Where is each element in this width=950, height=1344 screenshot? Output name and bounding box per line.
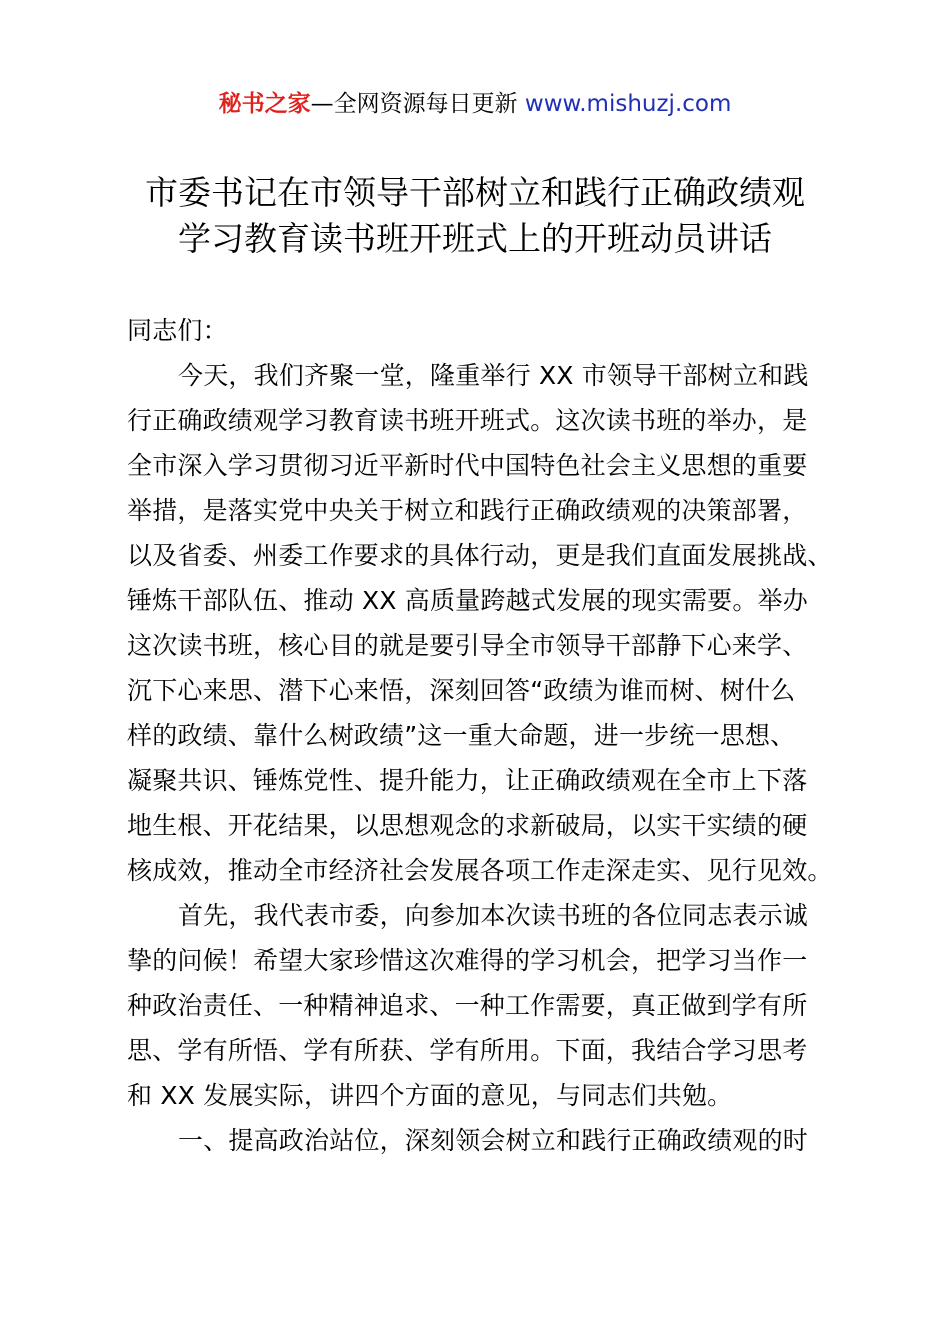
section-heading: 一、提高政治站位，深刻领会树立和践行正确政绩观的时: [178, 1126, 809, 1155]
body-line: 这次读书班，核心目的就是要引导全市领导干部静下心来学、: [127, 631, 808, 660]
body-line: 挚的问候！希望大家珍惜这次难得的学习机会，把学习当作一: [127, 946, 808, 975]
body-line: 凝聚共识、锤炼党性、提升能力，让正确政绩观在全市上下落: [127, 766, 808, 795]
body-line: 今天，我们齐聚一堂，隆重举行 XX 市领导干部树立和践: [178, 361, 809, 390]
speech-body: [127, 308, 833, 1163]
body-line: 行正确政绩观学习教育读书班开班式。这次读书班的举办，是: [127, 406, 808, 435]
body-line: 种政治责任、一种精神追求、一种工作需要，真正做到学有所: [127, 991, 808, 1020]
site-url-link[interactable]: www.mishuzj.com: [524, 91, 732, 117]
brand-name: 秘书之家: [218, 91, 311, 117]
body-line: 样的政绩、靠什么树政绩”这一重大命题，进一步统一思想、: [127, 721, 796, 750]
body-line: 核成效，推动全市经济社会发展各项工作走深走实、见行见效。: [127, 856, 833, 885]
body-line: 和 XX 发展实际，讲四个方面的意见，与同志们共勉。: [127, 1081, 733, 1110]
body-line: 沉下心来思、潜下心来悟，深刻回答“政绩为谁而树、树什么: [127, 676, 796, 705]
body-line: 举措，是落实党中央关于树立和践行正确政绩观的决策部署，: [127, 496, 808, 525]
title-line-2: 学习教育读书班开班式上的开班动员讲话: [178, 219, 772, 258]
body-line: 思、学有所悟、学有所获、学有所用。下面，我结合学习思考: [127, 1036, 808, 1065]
header-tagline: —全网资源每日更新: [310, 91, 518, 117]
body-line: 锤炼干部队伍、推动 XX 高质量跨越式发展的现实需要。举办: [127, 586, 808, 615]
body-line: 以及省委、州委工作要求的具体行动，更是我们直面发展挑战、: [127, 541, 833, 570]
site-header: [0, 86, 950, 122]
document-title: [0, 170, 950, 262]
title-line-1: 市委书记在市领导干部树立和践行正确政绩观: [145, 173, 805, 212]
body-line: 地生根、开花结果，以思想观念的求新破局，以实干实绩的硬: [127, 811, 808, 840]
body-line: 全市深入学习贯彻习近平新时代中国特色社会主义思想的重要: [127, 451, 808, 480]
body-line: 首先，我代表市委，向参加本次读书班的各位同志表示诚: [178, 901, 809, 930]
salutation: 同志们：: [127, 316, 228, 345]
